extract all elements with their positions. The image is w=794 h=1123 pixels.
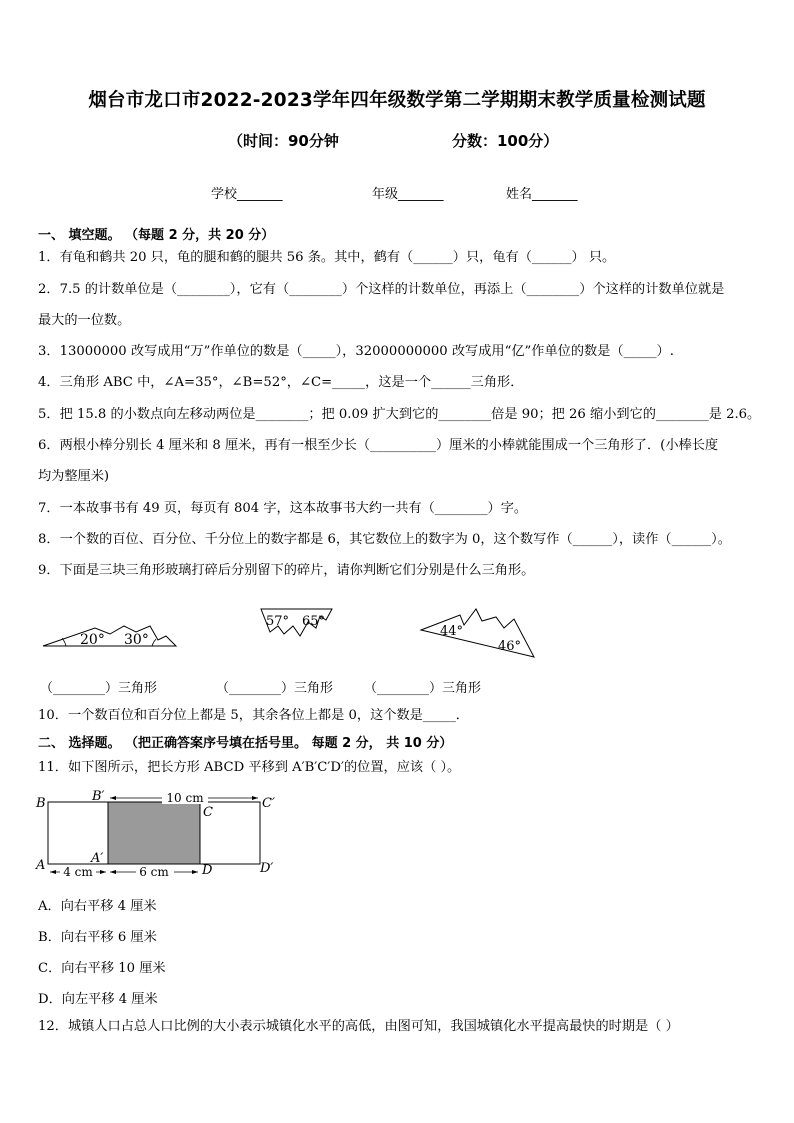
- question-2-line2: 最大的一位数。: [38, 313, 131, 328]
- grade-field: 年级_______: [372, 187, 444, 202]
- triangle-fragment-2: [258, 606, 338, 646]
- option-a: A．向右平移 4 厘米: [38, 899, 157, 914]
- label-Aprime: A′: [91, 851, 104, 866]
- label-C: C: [203, 805, 213, 820]
- question-6-line1: 6．两根小棒分别长 4 厘米和 8 厘米，再有一根至少长（__________）厘米的小棒就能围成一个三角形了．(小棒长度: [38, 438, 719, 453]
- question-8: 8．一个数的百位、百分位、千分位上的数字都是 6，其它数位上的数字为 0，这个数写作（______），读作（______）。: [38, 532, 731, 547]
- angle-44: 44°: [440, 624, 464, 639]
- label-D: D: [202, 863, 213, 878]
- question-10: 10．一个数百位和百分位上都是 5，其余各位上都是 0，这个数是_____．: [38, 708, 469, 723]
- question-4: 4．三角形 ABC 中，∠A=35°，∠B=52°，∠C=_____，这是一个______三角形．: [38, 375, 524, 390]
- option-c: C．向右平移 10 厘米: [38, 961, 166, 976]
- question-7: 7．一本故事书有 49 页，每页有 804 字，这本故事书大约一共有（________）字。: [38, 501, 528, 516]
- angle-30: 30°: [124, 632, 149, 648]
- option-b: B．向右平移 6 厘米: [38, 930, 157, 945]
- label-Dprime: D′: [260, 861, 274, 876]
- page-title: 烟台市龙口市2022-2023学年四年级数学第二学期期末教学质量检测试题: [88, 90, 706, 111]
- score-label: 分数：100分）: [452, 132, 559, 150]
- label-B: B: [36, 796, 46, 811]
- triangle-answer-2: （________）三角形: [216, 681, 334, 696]
- question-2-line1: 2．7.5 的计数单位是（________），它有（________）个这样的计数单位，再添上（________）个这样的计数单位就是: [38, 282, 725, 297]
- angle-57: 57°: [266, 614, 290, 629]
- question-12: 12．城镇人口占总人口比例的大小表示城镇化水平的高低，由图可知，我国城镇化水平提高最快的时期是（ ）: [38, 1019, 679, 1034]
- time-label: （时间：90分钟: [228, 132, 339, 150]
- question-1: 1．有龟和鹤共 20 只，龟的腿和鹤的腿共 56 条。其中，鹤有（______）只，龟有（______） 只。: [38, 250, 616, 265]
- dim-10cm: 10 cm: [166, 791, 204, 805]
- triangle-fragment-3: [418, 606, 538, 661]
- section-1-heading: 一、 填空题。 （每题 2 分，共 20 分）: [38, 228, 275, 243]
- label-Bprime: B′: [92, 789, 105, 804]
- angle-65: 65°: [302, 614, 326, 629]
- dim-4cm: 4 cm: [63, 865, 93, 879]
- label-A: A: [36, 858, 46, 873]
- overlap-rectangle: [108, 802, 200, 864]
- question-6-line2: 均为整厘米): [38, 469, 110, 484]
- angle-46: 46°: [498, 639, 522, 654]
- triangle-fragment-1: [40, 612, 180, 652]
- section-2-heading: 二、 选择题。 （把正确答案序号填在括号里。 每题 2 分， 共 10 分）: [38, 736, 453, 751]
- dim-6cm: 6 cm: [139, 865, 169, 879]
- question-5: 5．把 15.8 的小数点向左移动两位是________；把 0.09 扩大到它的________倍是 90；把 26 缩小到它的________是 2.6。: [38, 407, 761, 422]
- label-Cprime: C′: [262, 796, 275, 811]
- question-11: 11．如下图所示，把长方形 ABCD 平移到 A′B′C′D′的位置，应该（ ）。: [38, 760, 461, 775]
- school-field: 学校_______: [211, 187, 283, 202]
- translation-figure: [34, 788, 284, 880]
- question-3: 3．13000000 改写成用“万”作单位的数是（_____），32000000000 改写成用“亿”作单位的数是（_____）.: [38, 344, 674, 359]
- option-d: D．向左平移 4 厘米: [38, 992, 158, 1007]
- triangle-answer-3: （________）三角形: [364, 681, 482, 696]
- question-9: 9．下面是三块三角形玻璃打碎后分别留下的碎片，请你判断它们分别是什么三角形。: [38, 563, 535, 578]
- name-field: 姓名_______: [506, 187, 578, 202]
- angle-20: 20°: [80, 632, 105, 648]
- triangle-answer-1: （________）三角形: [40, 681, 158, 696]
